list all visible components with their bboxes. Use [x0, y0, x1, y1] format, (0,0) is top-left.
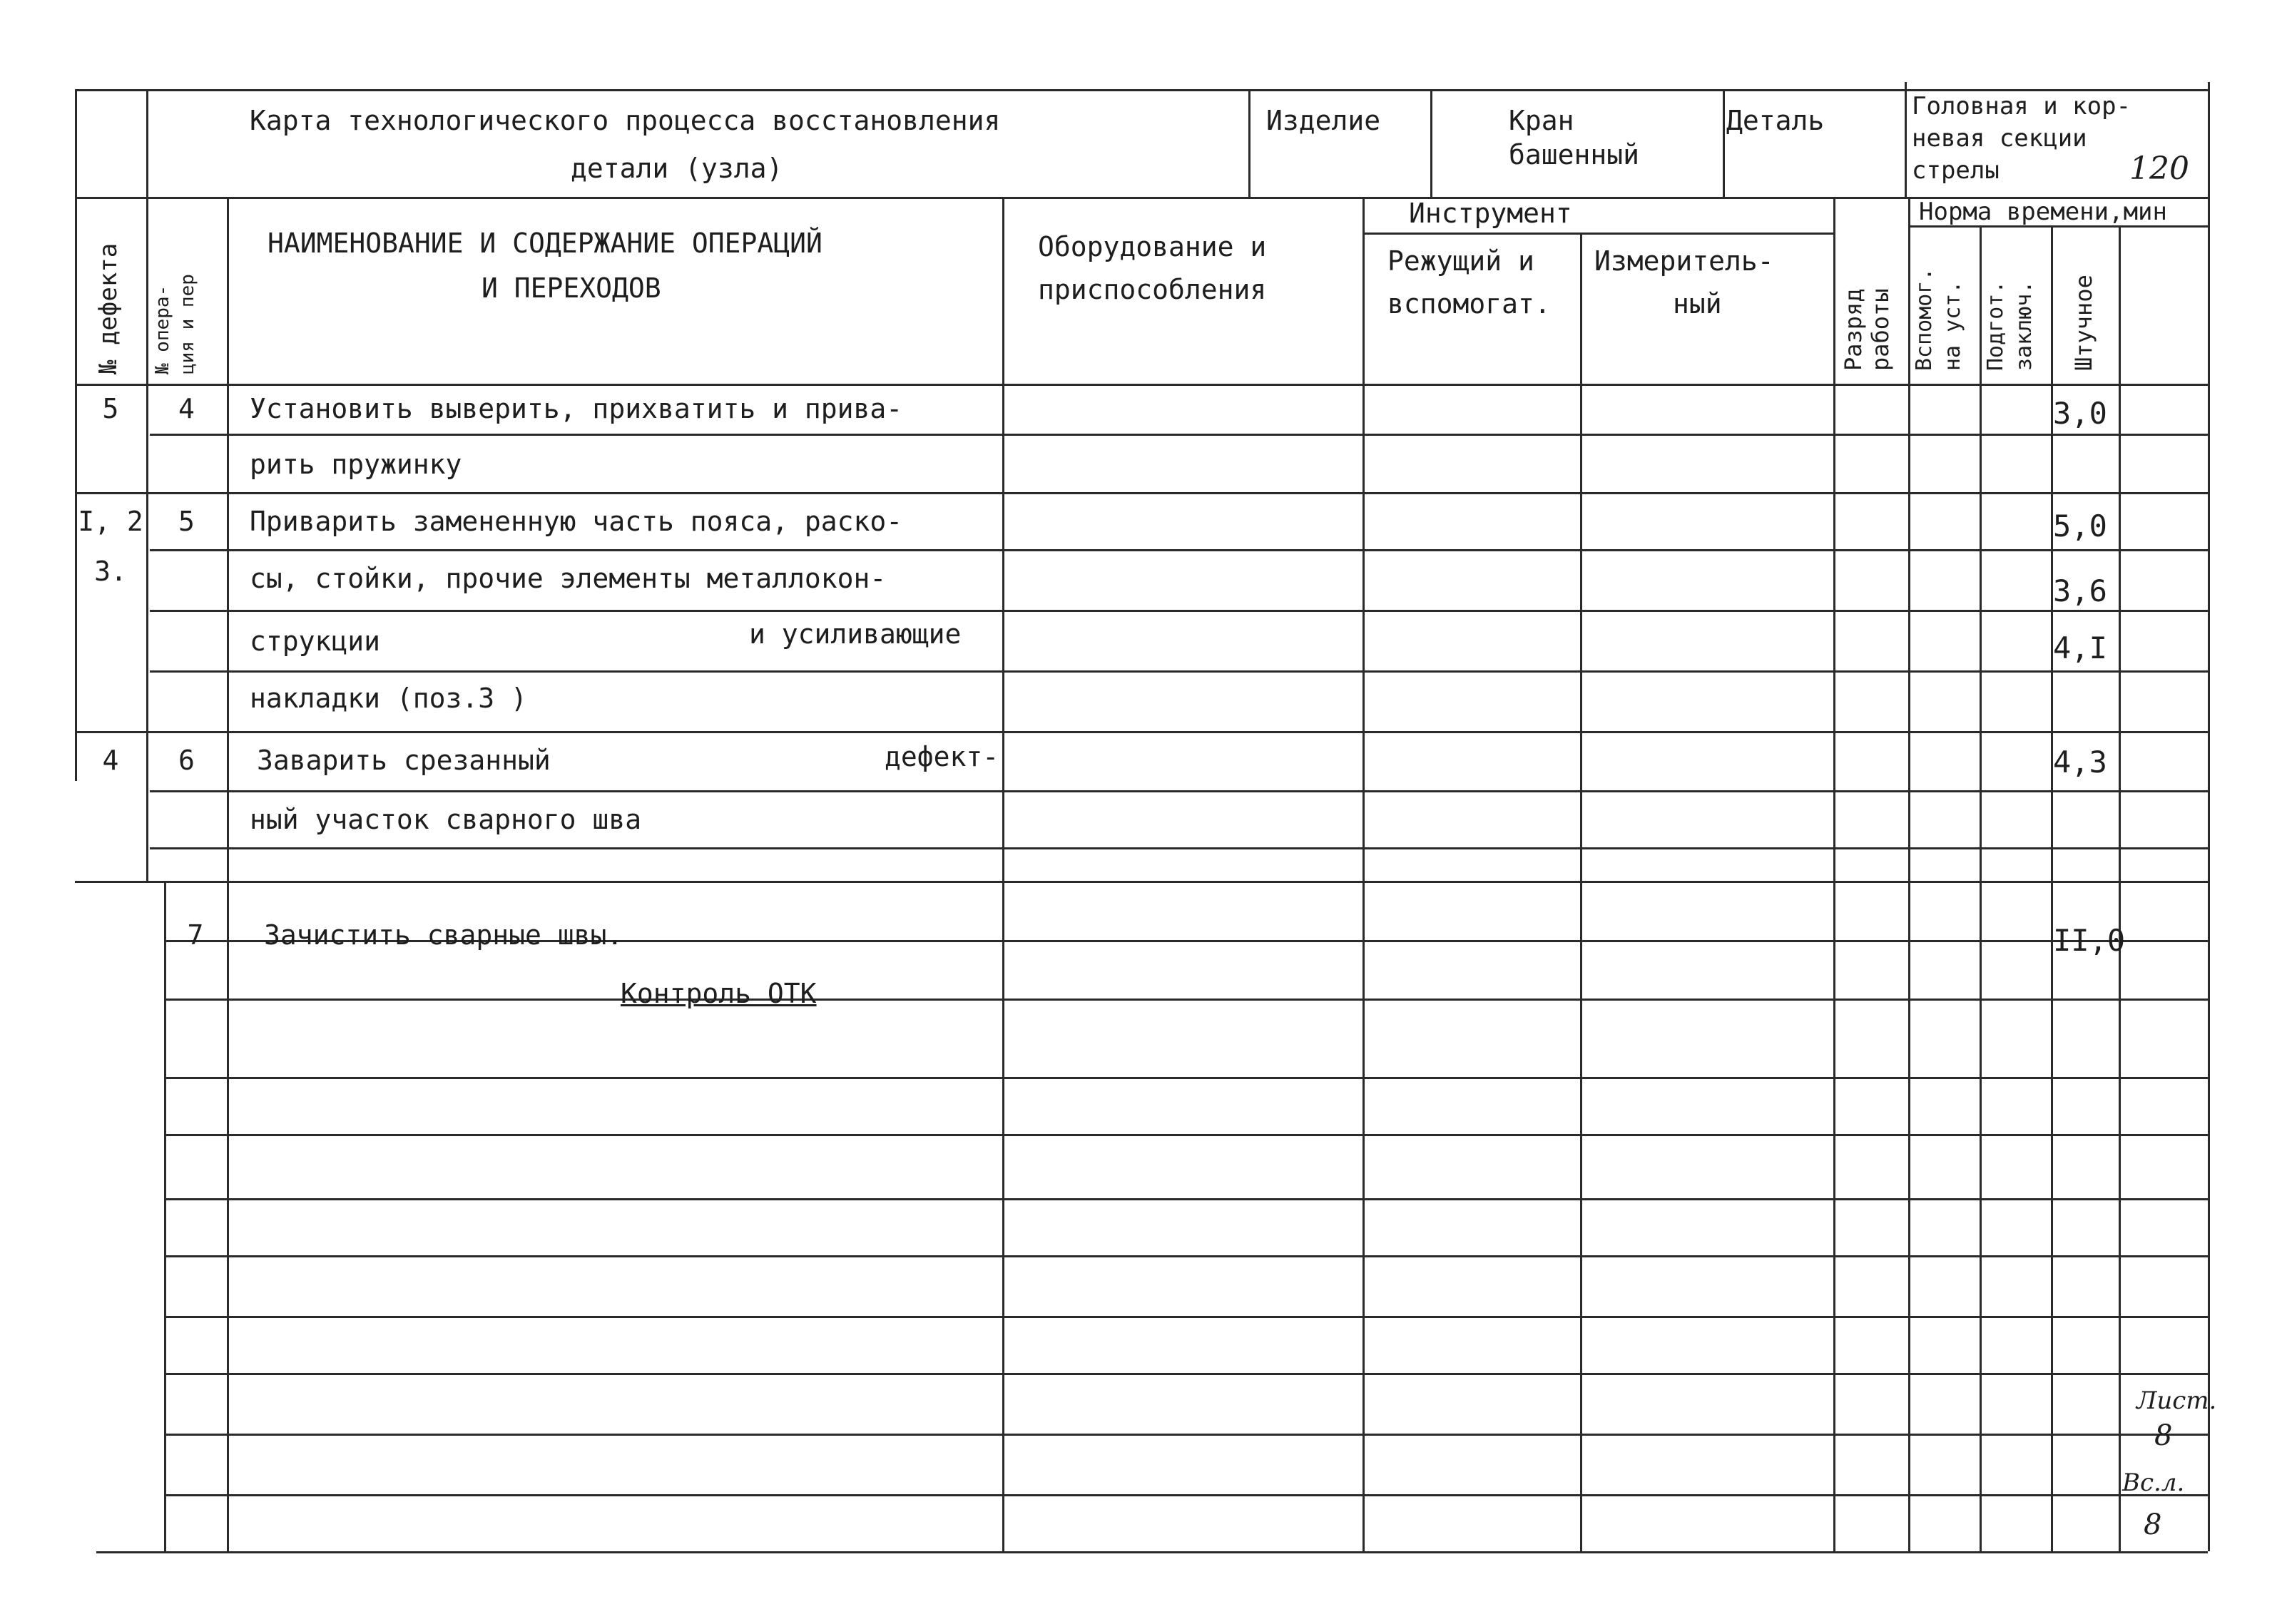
rule — [1362, 197, 1365, 1551]
cell-operation-text: Установить выверить, прихватить и прива- — [250, 393, 903, 424]
cell-operation-text: рить пружинку — [250, 449, 462, 480]
product-label: Изделие — [1266, 105, 1381, 136]
product-value-line2: башенный — [1509, 139, 1640, 170]
col-op-no-line2: ция и пер — [177, 274, 198, 374]
rule — [75, 731, 2208, 733]
col-cutting-line1: Режущий и — [1387, 245, 1534, 277]
rule — [75, 197, 2208, 199]
detail-value-line2: невая секции — [1912, 124, 2087, 153]
rule — [150, 549, 2208, 551]
cell-op: 6 — [178, 745, 195, 776]
rule — [75, 384, 2208, 386]
col-measuring-line2: ный — [1673, 288, 1722, 320]
page-number: 120 — [2129, 150, 2189, 187]
cell-piece-time: 4,I — [2053, 630, 2107, 665]
sheet-label: Лист. — [2136, 1386, 2217, 1415]
rule — [1430, 89, 1432, 197]
rule — [227, 197, 229, 1551]
col-tool-group: Инструмент — [1409, 198, 1572, 229]
col-op-no-line1: № опера- — [152, 285, 173, 374]
rule — [150, 610, 2208, 612]
col-equipment-line2: приспособления — [1038, 274, 1267, 305]
col-measuring-line1: Измеритель- — [1594, 245, 1774, 277]
rule — [75, 492, 2208, 494]
cell-operation-text: Зачистить сварные швы. — [264, 919, 623, 951]
rule — [164, 1373, 2208, 1375]
rule — [2119, 225, 2121, 1551]
cell-defect: I, 2 — [78, 506, 143, 537]
rule — [150, 847, 2208, 849]
cell-piece-time: II,0 — [2053, 923, 2126, 958]
col-aux-line2: на уст. — [1940, 280, 1965, 371]
card-title-line1: Карта технологического процесса восстановления — [250, 105, 1001, 136]
rule — [1980, 225, 1982, 1551]
sheet-value: 8 — [2154, 1419, 2173, 1452]
col-cutting-line2: вспомогат. — [1387, 288, 1551, 320]
total-sheets-value: 8 — [2144, 1508, 2162, 1541]
rule — [1580, 233, 1582, 1551]
col-piece: Штучное — [2070, 275, 2097, 371]
cell-operation-text: сы, стойки, прочие элементы металлокон- — [250, 563, 887, 594]
col-norm-group: Норма времени,мин — [1919, 198, 2167, 226]
cell-piece-time: 4,3 — [2053, 745, 2107, 780]
cell-operation-text: Контроль ОТК — [621, 978, 817, 1009]
rule — [1908, 197, 1910, 1551]
rule — [1248, 89, 1250, 197]
rule — [1833, 197, 1835, 1551]
rule — [1723, 89, 1725, 197]
product-value-line1: Кран — [1509, 105, 1574, 136]
cell-operation-text-right: дефект- — [885, 741, 999, 772]
cell-operation-text-right: и усиливающие — [749, 618, 962, 650]
cell-defect: 4 — [102, 745, 119, 776]
rule — [1905, 82, 1907, 197]
rule — [75, 881, 2208, 883]
cell-op: 7 — [187, 919, 204, 951]
cell-defect: 5 — [102, 393, 119, 424]
cell-op: 5 — [178, 506, 195, 537]
rule — [150, 790, 2208, 792]
rule — [150, 434, 2208, 436]
cell-piece-time: 5,0 — [2053, 509, 2107, 543]
cell-piece-time: 3,0 — [2053, 396, 2107, 431]
cell-piece-time: 3,6 — [2053, 573, 2107, 608]
rule — [164, 1434, 2208, 1436]
rule — [96, 1551, 2208, 1553]
col-grade-line2: работы — [1867, 288, 1894, 371]
detail-value-line3: стрелы — [1912, 156, 2000, 185]
total-sheets-label: Вс.л. — [2122, 1469, 2185, 1497]
cell-operation-text: Заварить срезанный — [257, 745, 551, 776]
rule — [164, 1316, 2208, 1318]
cell-defect: 3. — [94, 556, 127, 587]
cell-operation-text: накладки (поз.3 ) — [250, 683, 527, 714]
rule — [164, 1198, 2208, 1200]
col-defect-no: № дефекта — [94, 242, 123, 374]
col-name-line1: НАИМЕНОВАНИЕ И СОДЕРЖАНИЕ ОПЕРАЦИЙ — [268, 228, 822, 259]
col-aux-line1: Вспомог. — [1912, 267, 1937, 371]
detail-value-line1: Головная и кор- — [1912, 92, 2131, 121]
col-equipment-line1: Оборудование и — [1038, 231, 1267, 262]
col-name-line2: И ПЕРЕХОДОВ — [482, 272, 661, 304]
rule — [75, 89, 2208, 91]
cell-operation-text: ный участок сварного шва — [250, 804, 642, 835]
rule — [1362, 233, 1833, 235]
cell-op: 4 — [178, 393, 195, 424]
rule — [2208, 82, 2210, 1551]
rule — [75, 89, 77, 781]
col-prep-line2: заключ. — [2012, 280, 2037, 371]
rule — [1002, 197, 1004, 1551]
rule — [164, 1255, 2208, 1257]
rule — [164, 1077, 2208, 1079]
rule — [164, 999, 2208, 1001]
col-grade-line1: Разряд — [1840, 288, 1867, 371]
card-title-line2: детали (узла) — [571, 153, 783, 184]
detail-label: Деталь — [1726, 105, 1825, 136]
rule — [164, 1494, 2208, 1496]
cell-operation-text: струкции — [250, 625, 381, 657]
rule — [164, 881, 166, 1551]
cell-operation-text: Приварить замененную часть пояса, раско- — [250, 506, 903, 537]
rule — [150, 670, 2208, 673]
col-prep-line1: Подгот. — [1983, 280, 2008, 371]
rule — [164, 1134, 2208, 1136]
